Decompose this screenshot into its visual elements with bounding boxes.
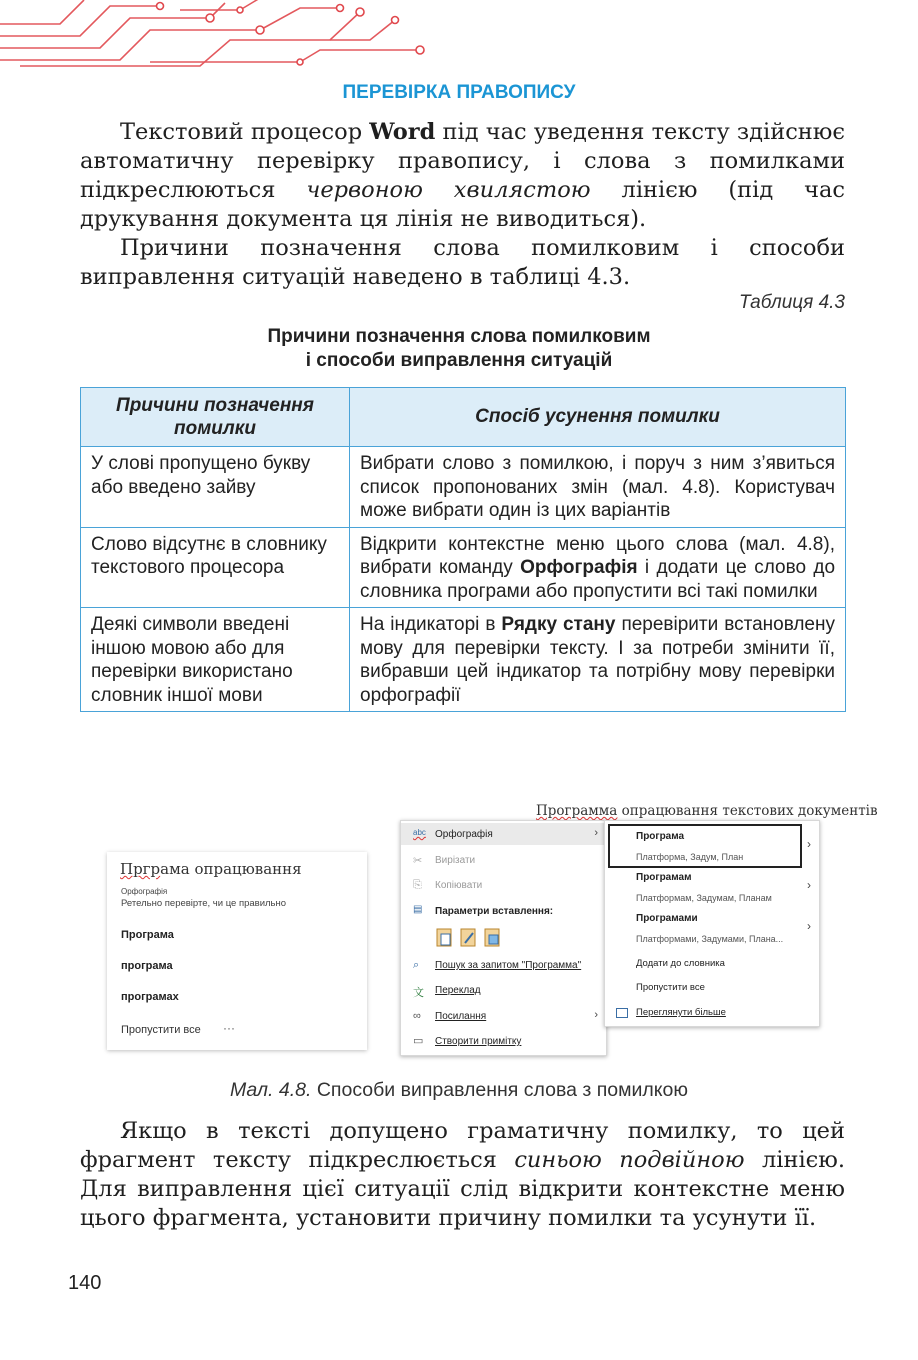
menu-item-search[interactable]: Пошук за запитом "Программа": [435, 960, 582, 971]
suggestion-synonyms: Платформами, Задумами, Плана...: [636, 934, 784, 944]
document-text: Прграма опрацювання: [120, 860, 302, 878]
reason-cell: У слові пропущено букву або введено зайву: [81, 447, 350, 528]
spelling-submenu: [604, 820, 820, 1027]
table-row: [81, 608, 846, 712]
suggestion-synonyms: Платформа, Задум, План: [636, 852, 744, 862]
translate-icon: 文: [413, 987, 424, 999]
menu-item-paste-options: Параметри вставлення:: [435, 906, 554, 917]
chevron-right-icon: ›: [807, 837, 811, 851]
table-header-row: [81, 388, 846, 447]
menu-item-link[interactable]: Посилання: [435, 1011, 487, 1022]
suggestion-item[interactable]: програмах: [121, 991, 179, 1003]
intro-paragraph: Текстовий процесор Word під час уведення тексту здійснює автоматичну перевірку правопису, і слова з помилками підкреслюються червоною хвилястою лінією (під час друкування документа ця лінія не виводиться).: [80, 119, 846, 232]
ignore-all-item[interactable]: Пропустити все: [636, 982, 705, 993]
reason-cell: Слово відсутнє в словнику текстового процесора: [81, 527, 350, 608]
solution-cell: Відкрити контекстне меню цього слова (мал. 4.8), вибрати команду Орфографія і додати це слово до словника програми або пропустити всі такі помилки: [350, 527, 846, 608]
spelling-hint: Ретельно перевірте, чи це правильно: [121, 898, 287, 909]
header-reason: Причини позначення помилки: [81, 388, 350, 447]
section-title: ПЕРЕВІРКА ПРАВОПИСУ: [342, 82, 576, 103]
page-number: 140: [68, 1272, 102, 1294]
link-icon: ∞: [413, 1010, 421, 1022]
menu-item-spelling[interactable]: Орфографія: [435, 829, 493, 840]
more-options-icon[interactable]: ···: [223, 1021, 235, 1035]
chevron-right-icon: ›: [594, 827, 598, 839]
comment-icon: ▭: [413, 1035, 424, 1047]
table-row: [81, 527, 846, 608]
copy-icon: ⎘: [413, 879, 422, 891]
reason-cell: Деякі символи введені іншою мовою або для перевірки використано словник іншої мови: [81, 608, 350, 712]
spelling-icon: abc: [413, 828, 426, 837]
paste-options-icons[interactable]: [435, 925, 515, 949]
table-title: Причини позначення слова помилковим і способи виправлення ситуацій: [267, 326, 651, 371]
spelling-suggestions-panel: [107, 852, 367, 1050]
table-row: [81, 447, 846, 528]
circuit-decoration: [0, 0, 440, 70]
document-text: Программа опрацювання текстових документів: [536, 803, 878, 819]
chevron-right-icon: ›: [594, 1009, 598, 1021]
menu-item-new-comment[interactable]: Створити примітку: [435, 1036, 522, 1047]
header-solution: Спосіб усунення помилки: [350, 388, 846, 447]
table-reference-paragraph: Причини позначення слова помилковим і способи виправлення ситуацій наведено в таблиці 4.3.: [80, 235, 845, 290]
menu-item-copy[interactable]: Копіювати: [435, 880, 483, 891]
scissors-icon: ✂: [413, 855, 423, 867]
menu-highlight: [401, 823, 604, 845]
solution-cell: На індикаторі в Рядку стану перевірити встановлену мову для перевірки тексту. І за потреби змінити її, вибравши цей індикатор та потрібну мову перевірки орфографії: [350, 608, 846, 712]
see-more-item[interactable]: Переглянути більше: [636, 1007, 726, 1018]
menu-item-translate[interactable]: Переклад: [435, 985, 481, 996]
skip-all-button[interactable]: Пропустити все: [121, 1024, 201, 1036]
spelling-category: Орфографія: [121, 887, 168, 896]
solution-cell: Вибрати слово з помилкою, і поруч з ним з’явиться список пропонованих змін (мал. 4.8). Користувач може вибрати один із цих варіантів: [350, 447, 846, 528]
menu-item-cut[interactable]: Вирізати: [435, 855, 476, 866]
chevron-right-icon: ›: [807, 878, 811, 892]
see-more-icon: [616, 1008, 628, 1018]
context-menu: [400, 820, 607, 1056]
figure-caption: Мал. 4.8. Способи виправлення слова з помилкою: [229, 1079, 689, 1101]
clipboard-icon: ▤: [413, 904, 423, 915]
suggestion-word[interactable]: Програма: [636, 831, 685, 842]
suggestion-item[interactable]: програма: [121, 960, 173, 972]
grammar-paragraph: Якщо в тексті допущено граматичну помилку, то цей фрагмент тексту підкреслюється синьою подвійною лінією. Для виправлення цієї ситуації слід відкрити контекстне меню цього фрагмента, установити причину помилки та усунути її.: [80, 1118, 845, 1231]
suggestion-word[interactable]: Програмам: [636, 872, 692, 883]
add-to-dictionary-item[interactable]: Додати до словника: [636, 958, 725, 969]
suggestion-word[interactable]: Програмами: [636, 913, 698, 924]
suggestion-item[interactable]: Програма: [121, 929, 174, 941]
reasons-table: [80, 387, 846, 712]
suggestion-synonyms: Платформам, Задумам, Планам: [636, 893, 772, 903]
table-number: Таблиця 4.3: [738, 292, 845, 313]
chevron-right-icon: ›: [807, 919, 811, 933]
search-icon: ⌕: [413, 959, 420, 971]
